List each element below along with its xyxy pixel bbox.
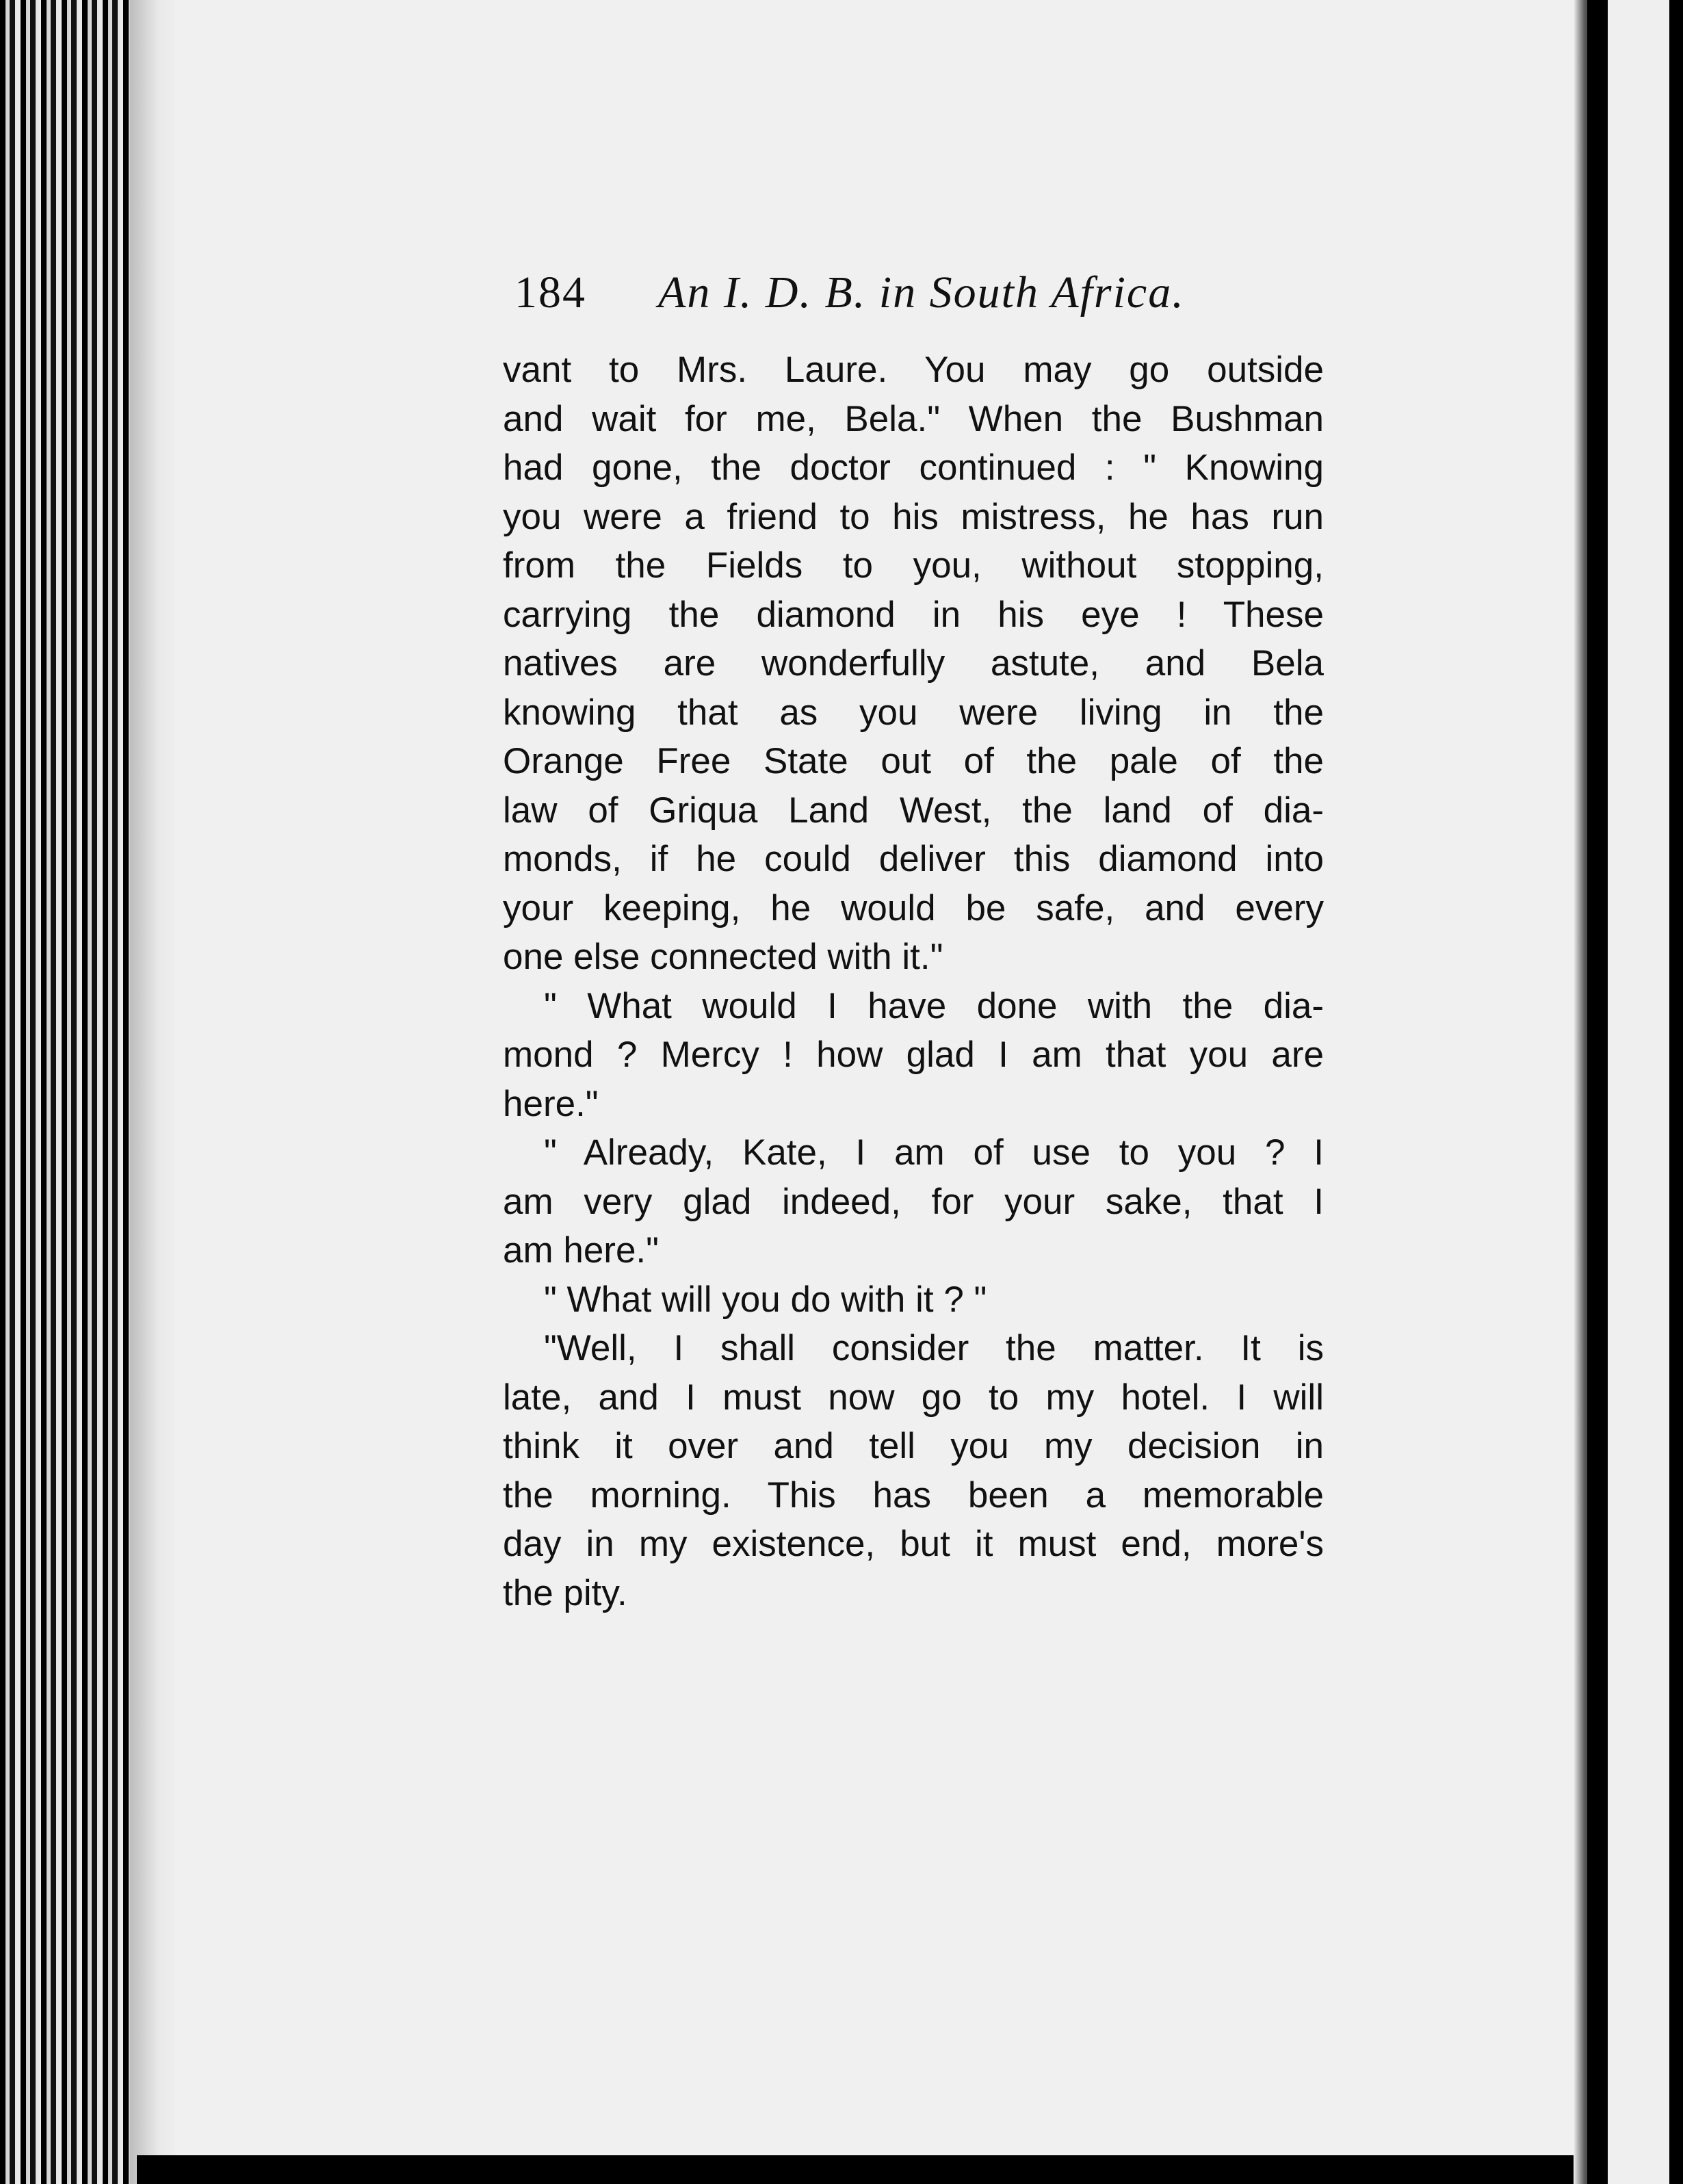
text-line: day in my existence, but it must end, more's — [503, 1524, 1324, 1564]
text-line: monds, if he could deliver this diamond into — [503, 839, 1324, 879]
text-line: think it over and tell you my decision in — [503, 1426, 1324, 1466]
text-line: the pity. — [503, 1572, 627, 1613]
body-text — [503, 346, 1324, 1617]
text-line: Orange Free State out of the pale of the — [503, 741, 1324, 781]
text-line: knowing that as you were living in the — [503, 692, 1324, 733]
text-line: vant to Mrs. Laure. You may go outside — [503, 350, 1324, 390]
text-line: " What will you do with it ? " — [544, 1279, 987, 1320]
page-bottom-shadow — [137, 2155, 1587, 2184]
text-line: had gone, the doctor continued : " Knowing — [503, 447, 1324, 488]
text-line: " Already, Kate, I am of use to you ? I — [544, 1132, 1324, 1173]
running-header — [514, 267, 1322, 328]
text-line: late, and I must now go to my hotel. I will — [503, 1377, 1324, 1418]
text-line: mond ? Mercy ! how glad I am that you are — [503, 1035, 1324, 1075]
running-title: An I. D. B. in South Africa. — [658, 268, 1185, 317]
text-line: "Well, I shall consider the matter. It is — [544, 1328, 1324, 1368]
text-line: one else connected with it." — [503, 937, 943, 977]
text-line: am here." — [503, 1230, 659, 1271]
text-line: carrying the diamond in his eye ! These — [503, 594, 1324, 635]
facing-page-edge — [1669, 0, 1683, 2184]
text-line: from the Fields to you, without stopping, — [503, 545, 1324, 586]
facing-page-shadow — [1587, 0, 1608, 2184]
text-line: law of Griqua Land West, the land of dia- — [503, 790, 1324, 831]
text-line: your keeping, he would be safe, and every — [503, 887, 1324, 928]
text-line: " What would I have done with the dia- — [544, 985, 1324, 1026]
text-line: here." — [503, 1083, 599, 1124]
text-line: natives are wonderfully astute, and Bela — [503, 643, 1324, 684]
text-line: you were a friend to his mistress, he has run — [503, 496, 1324, 537]
text-line: am very glad indeed, for your sake, that I — [503, 1181, 1324, 1222]
text-line: the morning. This has been a memorable — [503, 1474, 1324, 1516]
page-number: 184 — [514, 268, 586, 317]
page-edge-fade — [130, 0, 178, 2184]
text-line: and wait for me, Bela." When the Bushman — [503, 398, 1324, 439]
